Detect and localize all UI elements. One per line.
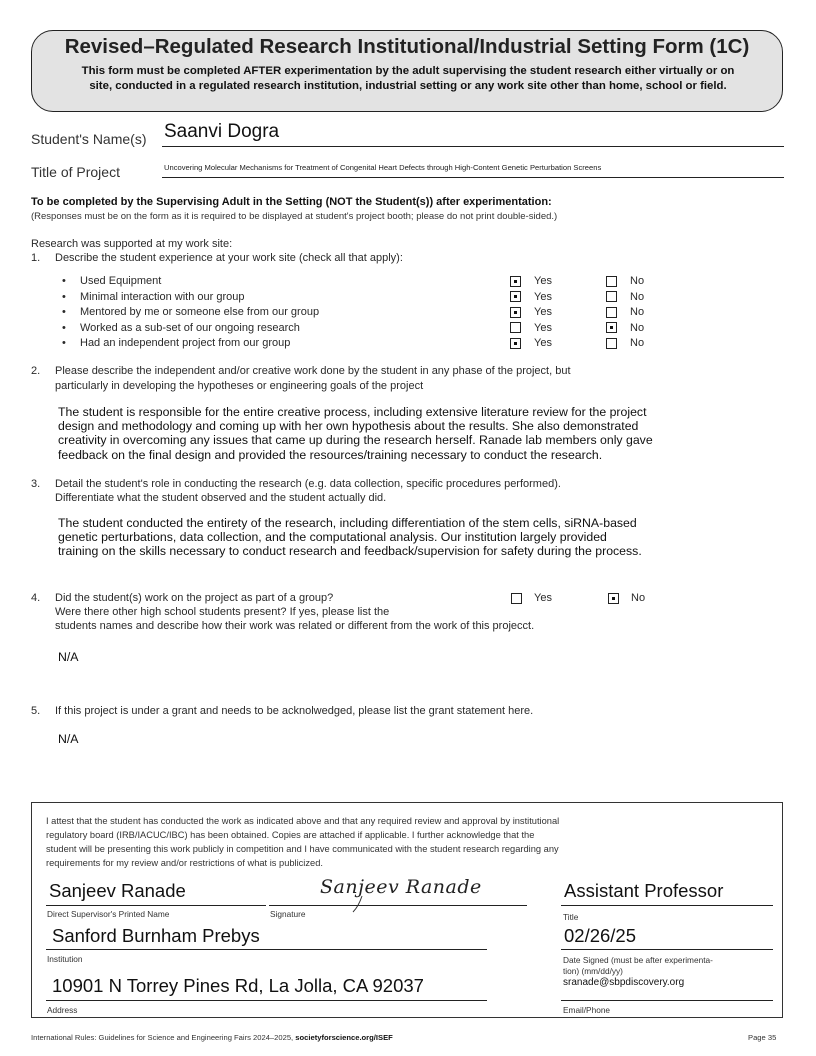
answer-line: The student conducted the entirety of the research, including differentiation of the stem cells, siRNA-based — [58, 516, 637, 530]
q4-yes-label: Yes — [534, 592, 552, 604]
q4-yes-checkbox[interactable] — [511, 593, 522, 604]
title-underline — [561, 905, 773, 906]
attestation-text — [46, 814, 559, 870]
bullet: • — [62, 306, 66, 318]
no-label: No — [630, 306, 645, 318]
q1-item-label: Mentored by me or someone else from our group — [80, 306, 320, 318]
institution-label: Institution — [47, 954, 83, 964]
supervisor-section-heading: To be completed by the Supervising Adult in the Setting (NOT the Student(s)) after experimentation: — [31, 196, 552, 208]
supervisor-name-value: Sanjeev Ranade — [49, 880, 186, 901]
q4-no-label: No — [631, 592, 646, 604]
q2-text-line1: Please describe the independent and/or creative work done by the student in any phase of the project, but — [55, 365, 571, 377]
student-name-underline — [162, 146, 784, 147]
q1-no-checkbox[interactable] — [606, 291, 617, 302]
answer-line: creativity in overcoming any issues that came up during the research herself. Ranade lab members only gave — [58, 433, 653, 448]
supervisor-name-underline — [46, 905, 266, 906]
address-underline — [46, 1000, 487, 1001]
q3-number: 3. — [31, 478, 41, 490]
date-label-line1: Date Signed (must be after experimenta- — [563, 955, 713, 965]
answer-line: training on the skills necessary to conduct research and feedback/supervision for safety during the process. — [58, 544, 642, 559]
bullet: • — [62, 275, 66, 287]
email-value: sranade@sbpdiscovery.org — [563, 977, 685, 988]
q1-text: Describe the student experience at your work site (check all that apply): — [55, 252, 403, 264]
q3-answer — [58, 516, 642, 559]
supervisor-section-note: (Responses must be on the form as it is required to be displayed at student's project booth; please do not print double-sided.) — [31, 211, 558, 222]
project-title-underline — [162, 177, 784, 178]
form-header — [31, 30, 783, 112]
q5-number: 5. — [31, 705, 41, 717]
attestation-line: regulatory board (IRB/IACUC/IBC) has been obtained. Copies are attached if applicable. I further acknowledge that the — [46, 830, 535, 840]
q4-number: 4. — [31, 592, 41, 604]
address-label: Address — [47, 1005, 78, 1015]
signature-label: Signature — [270, 909, 306, 919]
footer-text: International Rules: Guidelines for Science and Engineering Fairs 2024–2025, — [31, 1033, 294, 1042]
q1-yes-checkbox[interactable] — [510, 291, 521, 302]
date-label-line2: tion) (mm/dd/yy) — [563, 966, 623, 976]
attestation-line: student will be presenting this work publicly in competition and I have communicated with the student research regarding any — [46, 844, 559, 854]
address-value: 10901 N Torrey Pines Rd, La Jolla, CA 92037 — [52, 975, 424, 996]
no-label: No — [630, 291, 645, 303]
student-name-value: Saanvi Dogra — [164, 121, 280, 142]
q2-text-line2: particularly in developing the hypotheses or engineering goals of the project — [55, 380, 424, 392]
supervisor-name-label: Direct Supervisor's Printed Name — [47, 909, 170, 919]
q1-number: 1. — [31, 252, 41, 264]
q1-yes-checkbox[interactable] — [510, 307, 521, 318]
bullet: • — [62, 291, 66, 303]
project-title-value: Uncovering Molecular Mechanisms for Treatment of Congenital Heart Defects through High-Content Genetic Perturbation Screens — [164, 163, 602, 172]
no-label: No — [630, 322, 645, 334]
project-title-label: Title of Project — [31, 164, 120, 180]
attestation-line: I attest that the student has conducted the work as indicated above and that any required review and approval by institutional — [46, 816, 560, 826]
q5-answer: N/A — [58, 732, 79, 746]
title-label: Title — [563, 912, 579, 922]
page-number: Page 35 — [748, 1033, 777, 1042]
answer-line: The student is responsible for the entire creative process, including extensive literature review for the project — [58, 405, 647, 419]
answer-line: design and methodology and coming up with her own hypothesis about the results. She also demonstrated — [58, 419, 639, 434]
signature-flourish — [350, 894, 380, 914]
q1-item-label: Worked as a sub-set of our ongoing research — [80, 322, 300, 334]
date-value: 02/26/25 — [564, 925, 637, 946]
footer-left — [31, 1033, 393, 1042]
q1-no-checkbox[interactable] — [606, 338, 617, 349]
attestation-line: requirements for my review and/or restrictions of what is publicized. — [46, 858, 323, 868]
no-label: No — [630, 337, 645, 349]
footer-link[interactable]: societyforscience.org/ISEF — [295, 1033, 393, 1042]
yes-label: Yes — [534, 291, 552, 303]
q1-item-label: Used Equipment — [80, 275, 162, 287]
yes-label: Yes — [534, 322, 552, 334]
q1-item-label: Minimal interaction with our group — [80, 291, 245, 303]
answer-line: genetic perturbations, data collection, and the computational analysis. Our institution largely provided — [58, 530, 607, 545]
q3-text-line1: Detail the student's role in conducting the research (e.g. data collection, specific procedures performed). — [55, 478, 561, 490]
q2-number: 2. — [31, 365, 41, 377]
signature-underline — [269, 905, 527, 906]
institution-value: Sanford Burnham Prebys — [52, 925, 260, 946]
supported-label: Research was supported at my work site: — [31, 238, 233, 250]
q4-text-line3: students names and describe how their work was related or different from the work of this projecct. — [55, 620, 535, 632]
signature-value: Sanjeev Ranade — [320, 876, 482, 898]
date-underline — [561, 949, 773, 950]
q1-yes-checkbox[interactable] — [510, 338, 521, 349]
email-label: Email/Phone — [563, 1005, 611, 1015]
yes-label: Yes — [534, 306, 552, 318]
bullet: • — [62, 337, 66, 349]
yes-label: Yes — [534, 275, 552, 287]
yes-label: Yes — [534, 337, 552, 349]
q4-no-checkbox[interactable] — [608, 593, 619, 604]
q5-text: If this project is under a grant and needs to be acknolwedged, please list the grant statement here. — [55, 705, 534, 717]
no-label: No — [630, 275, 645, 287]
q1-item-label: Had an independent project from our group — [80, 337, 291, 349]
q2-answer — [58, 405, 653, 462]
q1-no-checkbox[interactable] — [606, 307, 617, 318]
form-instructions: This form must be completed AFTER experimentation by the adult supervising the student research either virtually or on site, conducted in a regulated research institution, industrial setting or any work site other than home, school or field. — [81, 65, 735, 92]
q4-text-line2: Were there other high school students present? If yes, please list the — [55, 606, 390, 618]
q1-no-checkbox[interactable] — [606, 322, 617, 333]
answer-line: feedback on the final design and provided the resources/training necessary to conduct the research. — [58, 447, 603, 462]
email-underline — [561, 1000, 773, 1001]
q1-no-checkbox[interactable] — [606, 276, 617, 287]
institution-underline — [46, 949, 487, 950]
q4-text-line1: Did the student(s) work on the project as part of a group? — [55, 592, 334, 604]
bullet: • — [62, 322, 66, 334]
q1-yes-checkbox[interactable] — [510, 276, 521, 287]
form-title: Revised–Regulated Research Institutional/Industrial Setting Form (1C) — [64, 35, 750, 58]
q4-answer: N/A — [58, 650, 79, 664]
q3-text-line2: Differentiate what the student observed and the student actually did. — [55, 492, 387, 504]
title-value: Assistant Professor — [564, 880, 724, 901]
q1-yes-checkbox[interactable] — [510, 322, 521, 333]
student-name-label: Student's Name(s) — [31, 131, 147, 147]
